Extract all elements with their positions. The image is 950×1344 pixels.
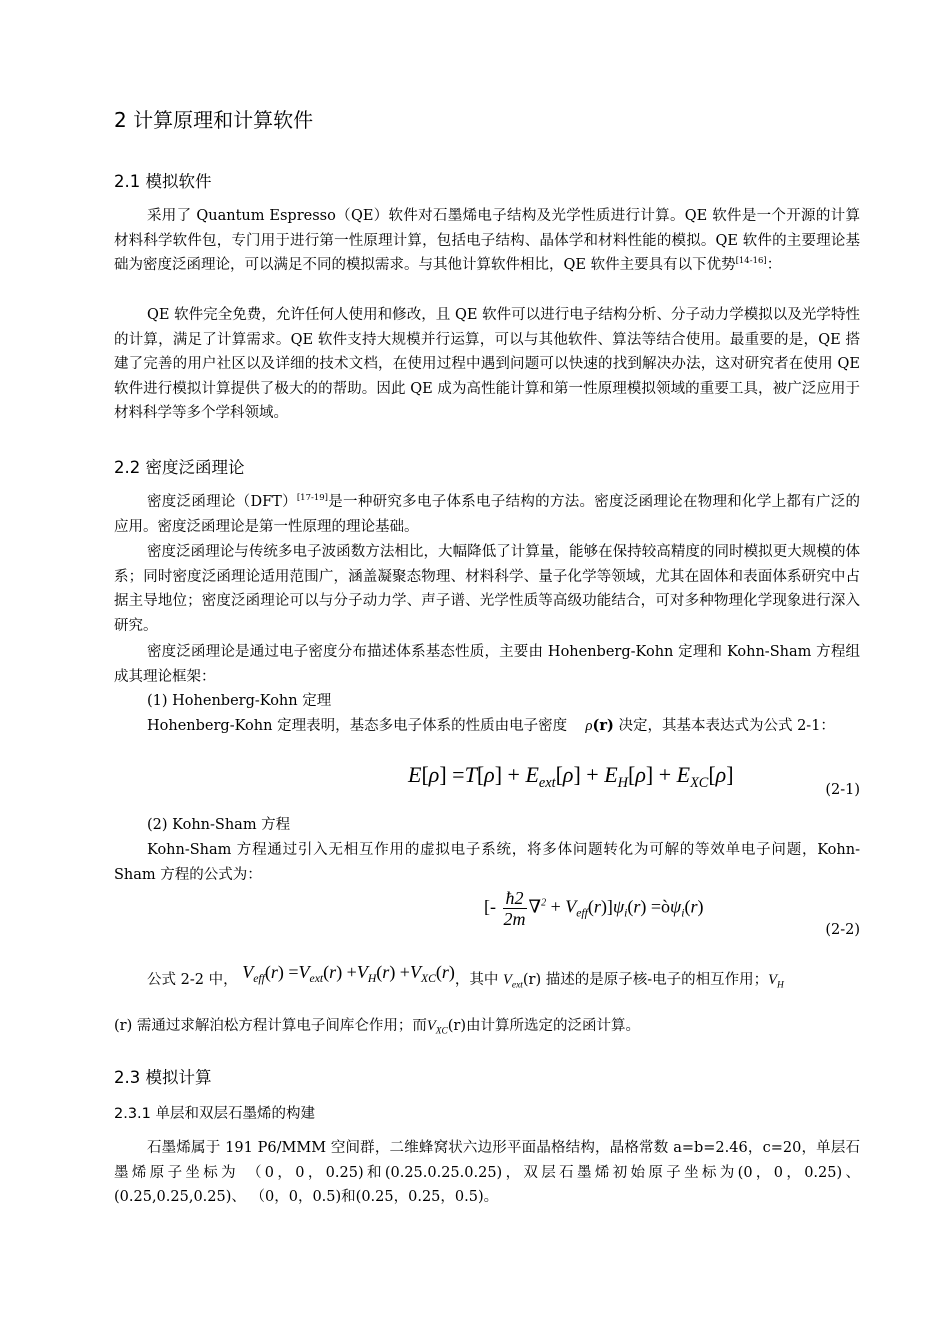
section-2-2-paragraph-1: 密度泛函理论（DFT）[17-19]是一种研究多电子体系电子结构的方法。密度泛函理论在物理和化学上都有广泛的应用。密度泛函理论是第一性原理的理论基础。 xyxy=(114,493,860,535)
item-hohenberg-kohn: (1) Hohenberg-Kohn 定理 xyxy=(147,693,332,709)
section-2-1-paragraph-1: 采用了 Quantum Espresso（QE）软件对石墨烯电子结构及光学性质进行计算。QE 软件是一个开源的计算材料科学软件包，专门用于进行第一性原理计算，包括电子结构、晶体学和材料性能的模拟。QE 软件的主要理论基础为密度泛函理论，可以满足不同的模拟需求。与其他计算软件相比，QE 软件主要具有以下优势[14-16]： xyxy=(114,208,860,274)
section-2-2-paragraph-6-line-1: 公式 2-2 中， $V_{eff}(r) =V_{ext}(r) +V_H(r) +V_{XC}(r)$，其中 $V_{ext}(r)$ 描述的是原子核-电子的相互作用；$V_H$ xyxy=(147,962,784,991)
section-2-2-paragraph-6-line-2: (r) 需通过求解泊松方程计算电子间库仑作用；而$V_{XC}(r)$由计算所选定的泛函计算。 xyxy=(114,1018,640,1037)
section-2-3-1-paragraph-1: 石墨烯属于 191 P6/MMM 空间群，二维蜂窝状六边形平面晶格结构，晶格常数 a=b=2.46，c=20，单层石墨烯原子坐标为 （0，0，0.25)和(0.25.0.25.0.25)，双层石墨烯初始原子坐标为(0，0，0.25)、(0.25,0.25,0.25)、 （0，0，0.5)和(0.25，0.25，0.5)。 xyxy=(114,1140,860,1206)
section-2-2-paragraph-5: Kohn-Sham 方程通过引入无相互作用的虚拟电子系统，将多体问题转化为可解的等效单电子问题，Kohn-Sham 方程的公式为： xyxy=(114,842,860,883)
equation-2-2: [- $\frac{ħ2}{2m}$ $\nabla^2 + V_{eff}(r)]\psi_i(r)$ $=ò\psi_i(r)$ xyxy=(484,888,704,929)
section-2-1-paragraph-2: QE 软件完全免费，允许任何人使用和修改，且 QE 软件可以进行电子结构分析、分子动力学模拟以及光学特性的计算，满足了计算需求。QE 软件支持大规模并行运算，可以与其他软件、算法等结合使用。最重要的是，QE 搭建了完善的用户社区以及详细的技术文档，在使用过程中遇到问题可以快速的找到解决办法，这对研究者在使用 QE 软件进行模拟计算提供了极大的的帮助。因此 QE 成为高性能计算和第一性原理模拟领域的重要工具，被广泛应用于材料科学等多个学科领域。 xyxy=(114,307,860,422)
section-2-3-title: 2.3 模拟计算 xyxy=(114,1068,212,1087)
equation-veff: $V_{eff}(r) =V_{ext}(r) +V_H(r) +V_{XC}(r)$ xyxy=(242,962,455,986)
section-2-2-title: 2.2 密度泛函理论 xyxy=(114,458,245,477)
item-kohn-sham: (2) Kohn-Sham 方程 xyxy=(147,817,291,833)
section-2-1-title: 2.1 模拟软件 xyxy=(114,172,212,191)
section-2-3-1-title: 2.3.1 单层和双层石墨烯的构建 xyxy=(114,1106,316,1122)
section-2-2-paragraph-4: Hohenberg-Kohn 定理表明，基态多电子体系的性质由电子密度 ρ(r) 决定，其基本表达式为公式 2-1： xyxy=(147,717,835,734)
equation-2-1-number: (2-1) xyxy=(825,782,860,798)
citation: [14-16] xyxy=(735,256,767,267)
equation-2-2-number: (2-2) xyxy=(825,922,860,938)
section-2-2-paragraph-2: 密度泛函理论与传统多电子波函数方法相比，大幅降低了计算量，能够在保持较高精度的同时模拟更大规模的体系；同时密度泛函理论适用范围广，涵盖凝聚态物理、材料科学、量子化学等领域，尤其在固体和表面体系研究中占据主导地位；密度泛函理论可以与分子动力学、声子谱、光学性质等高级功能结合，可对多种物理化学现象进行深入研究。 xyxy=(114,544,860,634)
section-2-2-paragraph-3: 密度泛函理论是通过电子密度分布描述体系基态性质，主要由 Hohenberg-Kohn 定理和 Kohn-Sham 方程组成其理论框架： xyxy=(114,644,860,685)
equation-2-1: $E[\rho] =T[\rho] + E_{ext}[\rho] + E_H[\rho] + E_{XC}[\rho]$ xyxy=(408,762,734,791)
chapter-title: 2 计算原理和计算软件 xyxy=(114,108,314,132)
citation: [17-19] xyxy=(296,493,328,503)
